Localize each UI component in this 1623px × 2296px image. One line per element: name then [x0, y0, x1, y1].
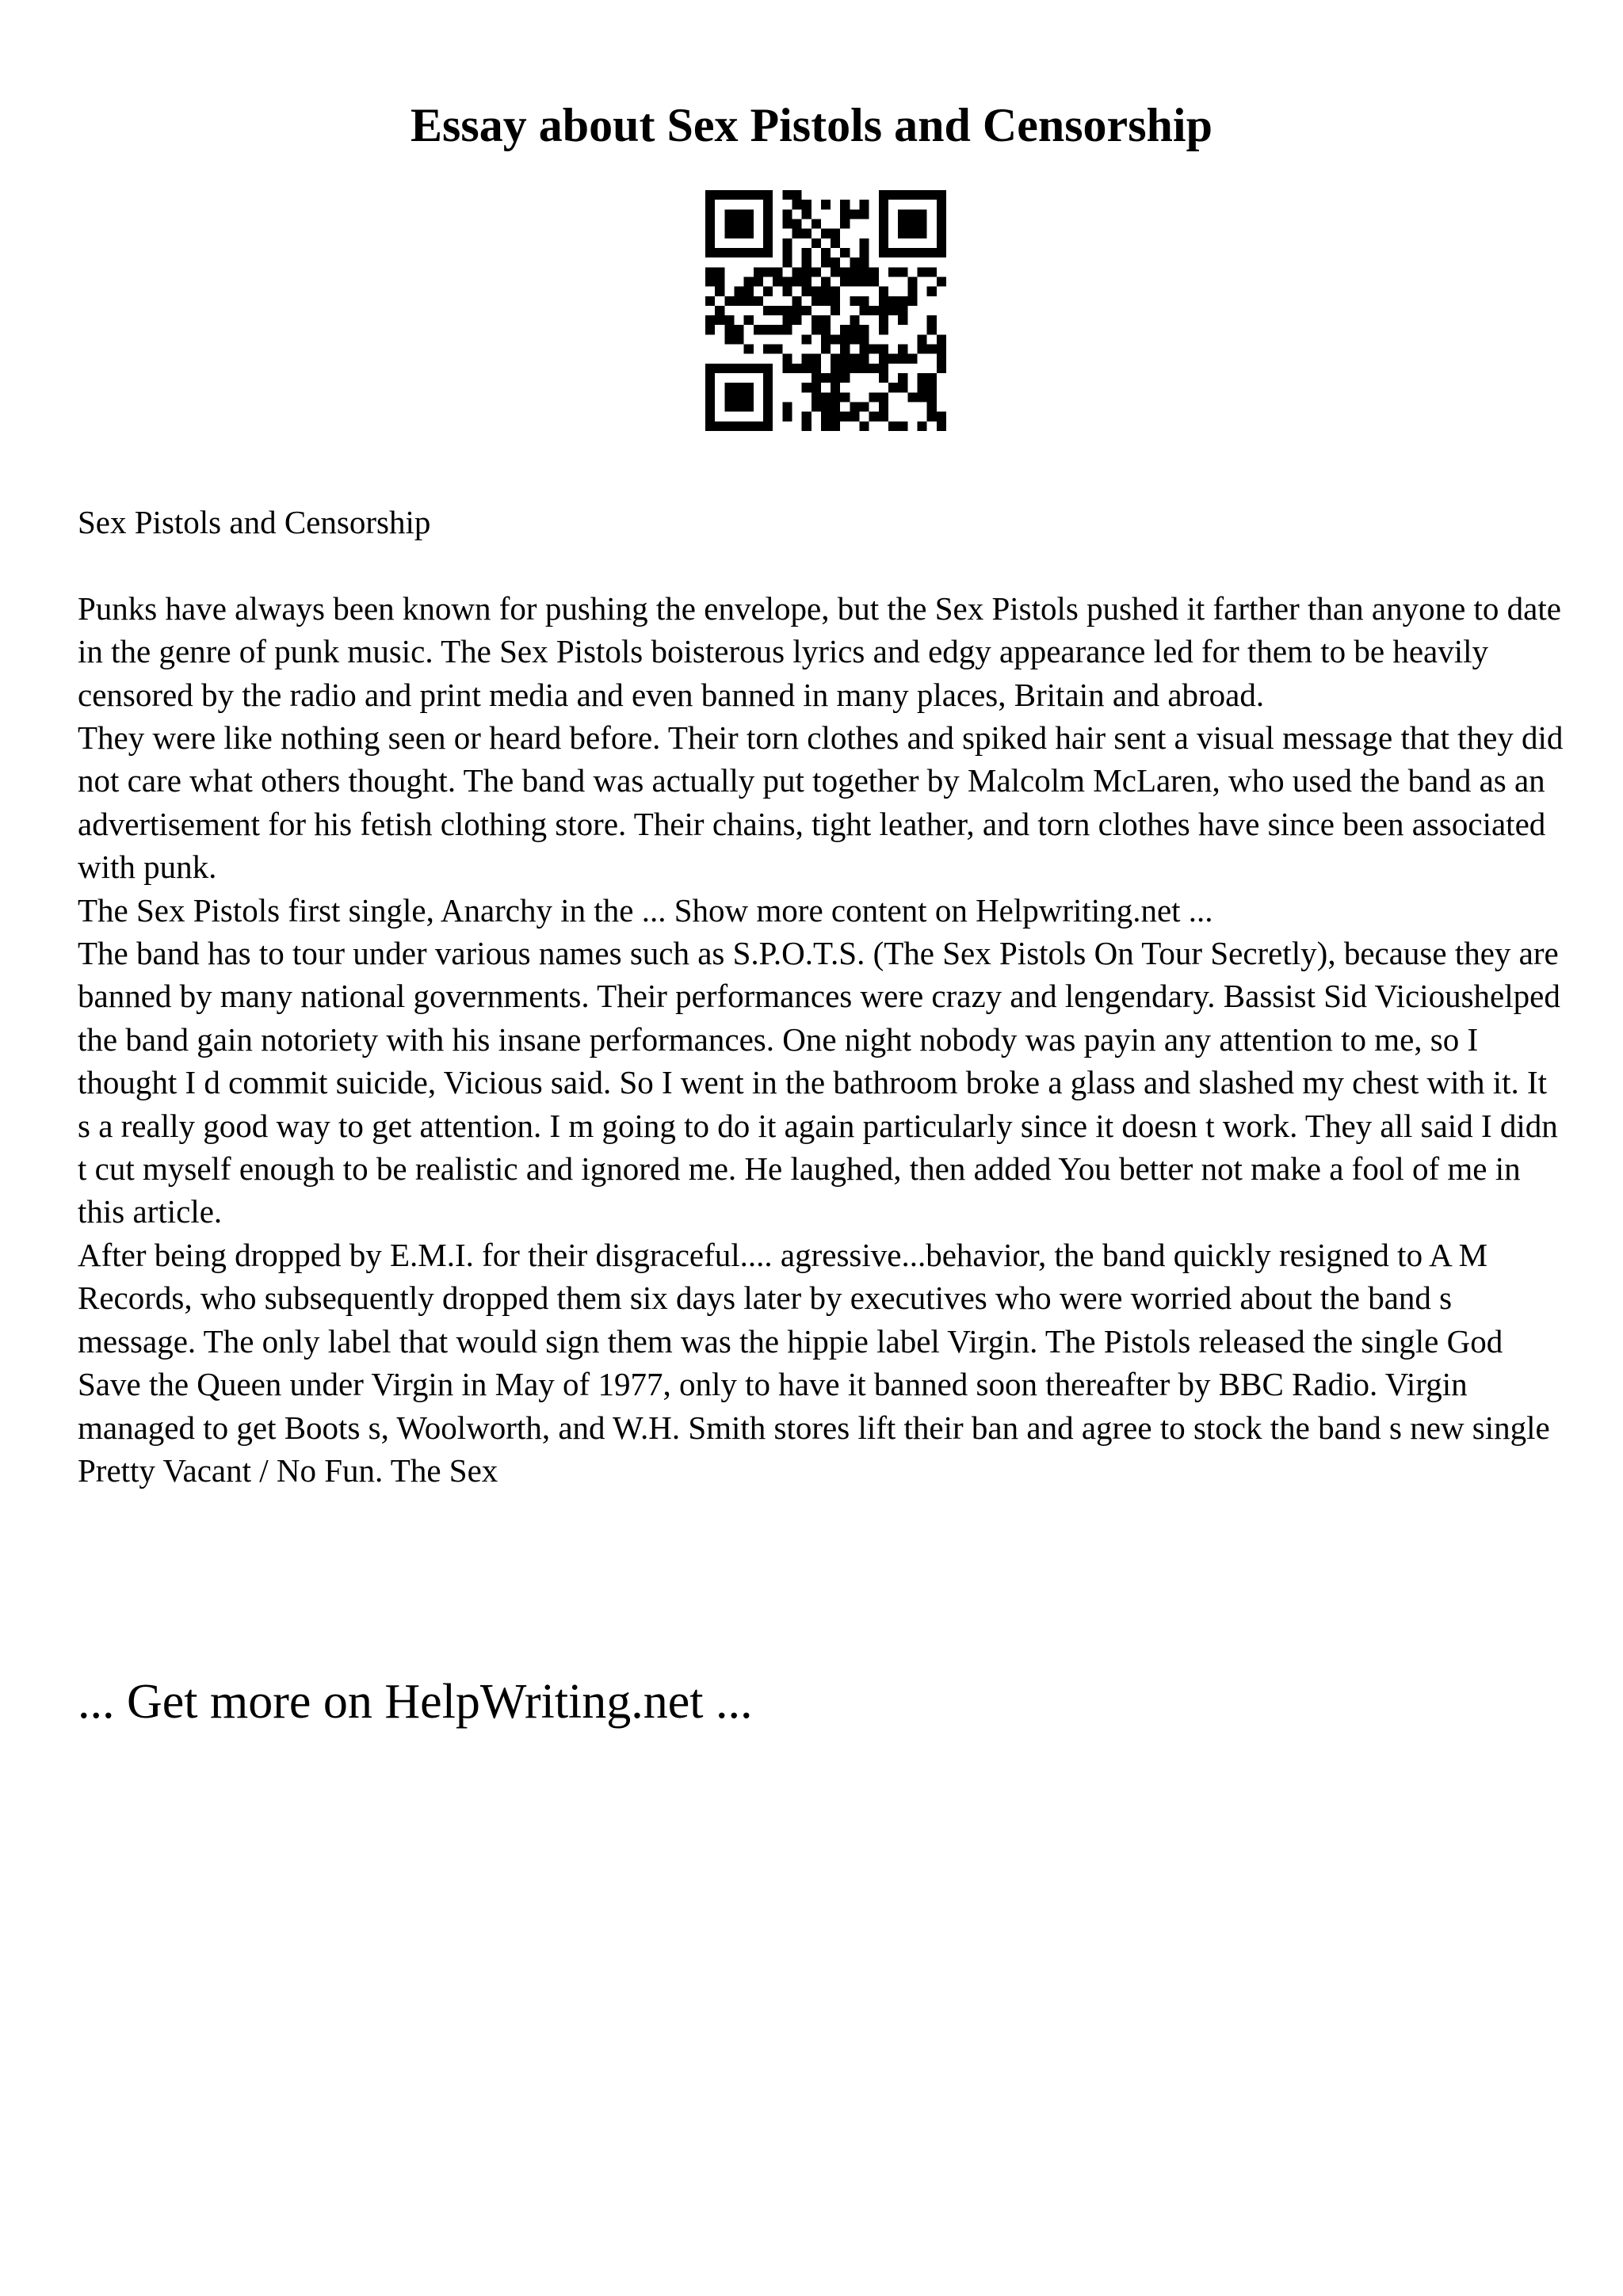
essay-body — [78, 501, 1568, 1492]
essay-paragraph: The Sex Pistols first single, Anarchy in the ... Show more content on Helpwriting.net ... — [78, 891, 1213, 929]
page-title: Essay about Sex Pistols and Censorship — [411, 99, 1212, 151]
essay-paragraph: After being dropped by E.M.I. for their disgraceful.... agressive...behavior, the band quickly resigned to A M Records, who subsequently dropped them six days later by executives who were worried about the band s message. The only label that would sign them was the hippie label Virgin. The Pistols released the single God Save the Queen under Virgin in May of 1977, only to have it banned soon thereafter by BBC Radio. Virgin managed to get Boots s, Woolworth, and W.H. Smith stores lift their ban and agree to stock the band s new single Pretty Vacant / No Fun. The Sex — [78, 1236, 1550, 1489]
get-more-link[interactable]: ... Get more on HelpWriting.net ... — [78, 1675, 753, 1729]
essay-paragraph: The band has to tour under various names such as S.P.O.T.S. (The Sex Pistols On Tour Secretly), because they are banned by many national governments. Their performances were crazy and lengendary. Bassist Sid Vicioushelped the band gain notoriety with his insane performances. One night nobody was payin any attention to me, so I thought I d commit suicide, Vicious said. So I went in the bathroom broke a glass and slashed my chest with it. It s a really good way to get attention. I m going to do it again particularly since it doesn t work. They all said I didn t cut myself enough to be realistic and ignored me. He laughed, then added You better not make a fool of me in this article. — [78, 935, 1560, 1230]
qr-code-icon — [705, 190, 946, 431]
essay-subheading: Sex Pistols and Censorship — [78, 504, 431, 540]
essay-paragraph: They were like nothing seen or heard before. Their torn clothes and spiked hair sent a visual message that they did not care what others thought. The band was actually put together by Malcolm McLaren, who used the band as an advertisement for his fetish clothing store. Their chains, tight leather, and torn clothes have since been associated with punk. — [78, 719, 1564, 886]
essay-paragraph: Punks have always been known for pushing the envelope, but the Sex Pistols pushed it farther than anyone to date in the genre of punk music. The Sex Pistols boisterous lyrics and edgy appearance led for them to be heavily censored by the radio and print media and even banned in many places, Britain and abroad. — [78, 589, 1561, 713]
